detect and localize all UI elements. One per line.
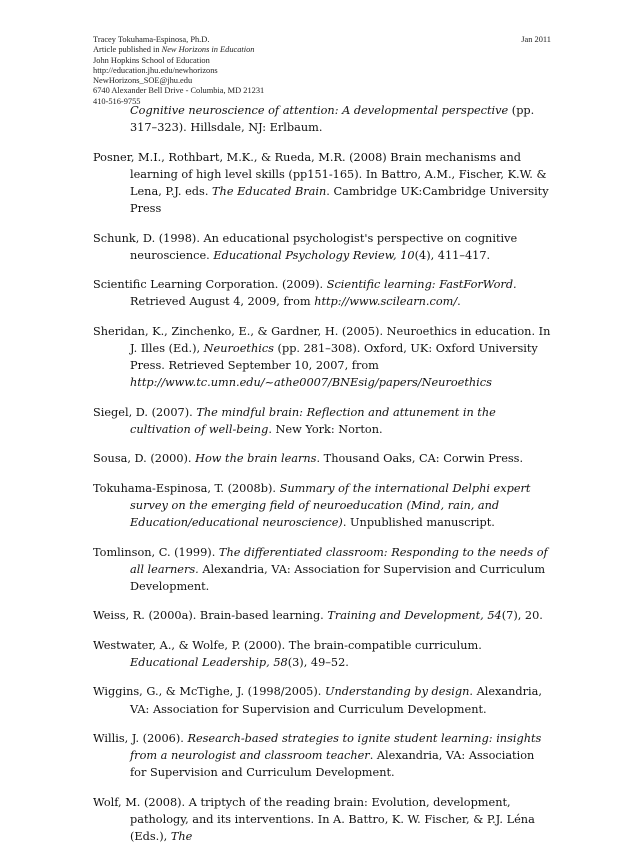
header-address: 6740 Alexander Bell Drive - Columbia, MD 21231 [93, 86, 265, 96]
reference-entry [93, 230, 551, 264]
reference-text: . [457, 295, 461, 309]
header-article-line [93, 45, 551, 55]
reference-text: Schunk, D. (1998). An educational psychologist's perspective on cognitive neuroscience. [93, 231, 518, 262]
reference-entry [93, 544, 551, 596]
reference-italic-text: Cognitive neuroscience of attention: A developmental perspective [130, 104, 509, 117]
reference-entry [93, 450, 551, 467]
reference-text: Wolf, M. (2008). A triptych of the reading brain: Evolution, development, pathology, and its interventions. In A. Battro, K. W. Fischer, & P.J. Léna (Eds.), [93, 795, 535, 844]
header-journal: New Horizons in Education [161, 45, 255, 55]
reference-entry [93, 102, 551, 136]
reference-entry [93, 794, 551, 846]
reference-entry [93, 480, 551, 532]
reference-list [93, 102, 551, 858]
reference-text: Westwater, A., & Wolfe, P. (2000). The brain-compatible curriculum. [93, 638, 482, 652]
reference-text: Posner, M.I., Rothbart, M.K., & Rueda, M.R. (2008) Brain mechanisms and learning of high level skills (pp151-165). In Battro, A.M., Fischer, K.W. & Lena, P.J. eds. [93, 150, 547, 198]
reference-italic-text: The Educated Brain [212, 185, 327, 198]
reference-entry [93, 276, 551, 310]
reference-entry [93, 730, 551, 782]
reference-text: (3), 49–52. [287, 655, 349, 669]
reference-italic-text: Educational Leadership, 58 [130, 655, 288, 669]
reference-italic-text: The differentiated classroom: Responding to the needs of all learners. [130, 545, 548, 576]
reference-italic-text: The [170, 830, 193, 844]
reference-italic-text: Training and Development, 54 [327, 609, 502, 623]
header-school: John Hopkins School of Education [93, 55, 210, 65]
reference-italic-text: Educational Psychology Review, 10 [213, 248, 415, 262]
reference-italic-text: Summary of the international Delphi expert survey on the emerging field of neuroeducation (Mind, rain, and Education/educational neuroscience) [130, 481, 531, 530]
header-author: Tracey Tokuhama-Espinosa, Ph.D. [93, 35, 210, 44]
reference-italic-text: How the brain learns [195, 452, 317, 466]
reference-text: . New York: Norton. [268, 422, 383, 436]
reference-text: Retrieved August 4, 2009, from [130, 295, 315, 309]
reference-text: . Unpublished manuscript. [342, 516, 495, 530]
reference-italic-text: Scientific learning: FastForWord. [326, 278, 517, 292]
reference-entry [93, 149, 551, 218]
reference-text: Tokuhama-Espinosa, T. (2008b). [93, 481, 280, 495]
reference-entry [93, 323, 551, 392]
reference-text: (pp. 317–323). Hillsdale, NJ: Erlbaum. [130, 104, 535, 135]
reference-text: . Alexandria, VA: Association for Supervision and Curriculum Development. [130, 685, 542, 716]
reference-italic-text: The mindful brain: Reflection and attunement in the cultivation of well-being [130, 405, 496, 436]
reference-entry [93, 607, 551, 624]
reference-text: . Cambridge UK:Cambridge University Press [130, 185, 549, 216]
reference-entry [93, 637, 551, 671]
reference-text: Wiggins, G., & McTighe, J. (1998/2005). [93, 685, 325, 699]
reference-entry [93, 404, 551, 438]
reference-italic-text: http://www.scilearn.com/ [314, 295, 458, 309]
reference-text: Alexandria, VA: Association for Supervision and Curriculum Development. [130, 562, 546, 593]
reference-text: Tomlinson, C. (1999). [93, 545, 219, 559]
page-header [93, 35, 551, 107]
reference-italic-text: Understanding by design [324, 685, 470, 699]
reference-text: . Alexandria, VA: Association for Supervision and Curriculum Development. [130, 749, 535, 780]
reference-italic-text: Neuroethics [203, 341, 274, 355]
reference-text: (4), 411–417. [414, 248, 491, 262]
header-article-prefix: Article published in [93, 45, 162, 55]
reference-italic-text: http://www.tc.umn.edu/~athe0007/BNEsig/papers/Neuroethics [130, 376, 492, 390]
reference-text: Scientific Learning Corporation. (2009). [93, 278, 327, 292]
reference-text: . Thousand Oaks, CA: Corwin Press. [316, 452, 524, 466]
header-url: http://education.jhu.edu/newhorizons [93, 65, 218, 75]
reference-text: Sheridan, K., Zinchenko, E., & Gardner, H. (2005). Neuroethics in education. In J. Illes (Ed.), [93, 324, 551, 355]
reference-text: Siegel, D. (2007). [93, 405, 197, 419]
reference-entry [93, 683, 551, 717]
header-date: Jan 2011 [521, 35, 551, 44]
reference-text: (pp. 281–308). Oxford, UK: Oxford University Press. Retrieved September 10, 2007, from [130, 341, 538, 373]
reference-italic-text: Research-based strategies to ignite student learning: insights from a neurologist and classroom teacher [130, 731, 542, 763]
reference-text: (7), 20. [501, 609, 543, 623]
reference-text: Weiss, R. (2000a). Brain-based learning. [93, 609, 328, 623]
header-phone: 410-516-9755 [93, 96, 141, 106]
header-email: NewHorizons_SOE@jhu.edu [93, 76, 193, 86]
reference-text: Willis, J. (2006). [93, 731, 188, 745]
reference-text: Sousa, D. (2000). [93, 452, 196, 466]
